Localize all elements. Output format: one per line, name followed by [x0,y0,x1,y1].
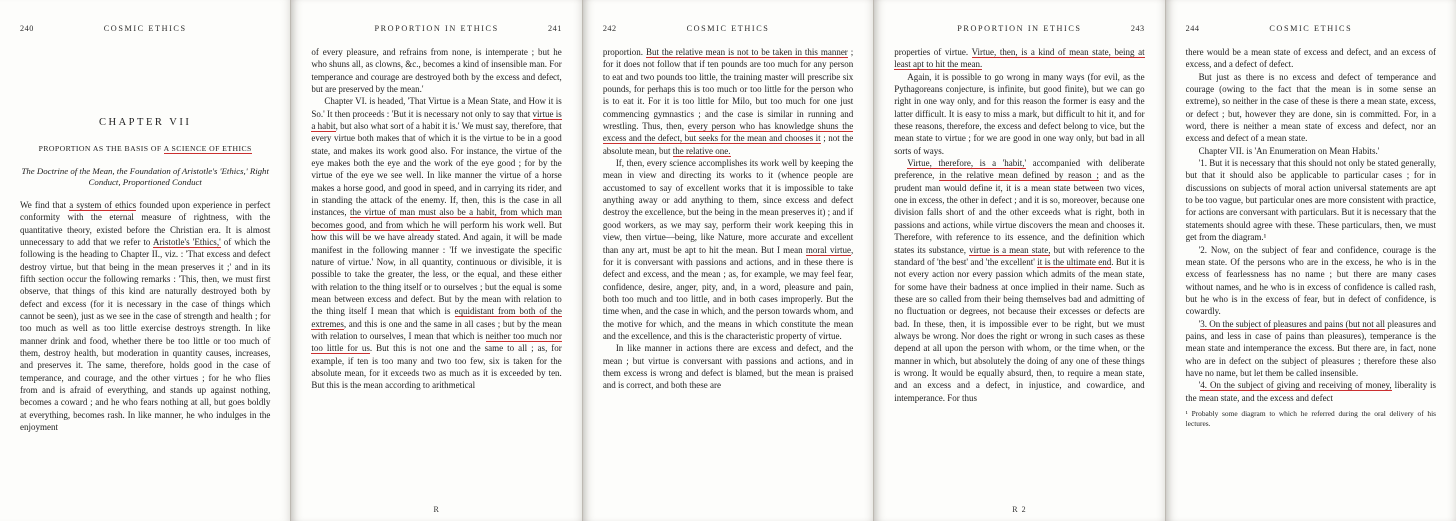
text-run: pleasures and pains, and less in case of pains than pleasures), temperance is the mean state and intemperance the excess. But there are, in fact, none who are in defect on the subject of pleasures ; therefore these also have no name, but let them be called insensible. [1185,318,1437,378]
red-underline-annotation: a system of ethics [69,199,137,210]
text-run: of every pleasure, and refrains from none, is intemperate ; but he who shuns all, as clowns, &c., becomes a kind of insensible man. For temperance and courage are destroyed both by the excess and defect, but are preserved by the mean.' [311,47,562,95]
running-title: COSMIC ETHICS [686,24,770,33]
paragraph [894,71,1144,157]
text-run: Chapter VI. is headed, 'That Virtue is a Mean State, and How it is So.' It then proceeds : 'But it is necessary not only to say that [311,96,562,119]
text-run: The Doctrine of the Mean, the Foundation of Aristotle's 'Ethics,' Right Conduct, Proportioned Conduct [21,165,269,188]
book-page-243 [873,0,1164,521]
page-header [1186,24,1436,33]
text-run: , for it is conversant with passions and actions, and in these there is defect and excess, and the mean ; as, for example, we may feel fear, confidence, desire, anger, pity, and, in a word, pleasure and pain, both too much and too little, and in both cases improperly. But the time when, and the case in which, and the person towards whom, and the motive for which, and the means in which constitute the mean and the excellence, and this is the characteristic property of virtue. [602,244,854,341]
text-run: , and this is one and the same in all cases ; but by the mean with relation to ourselves, I mean that which is [311,318,562,341]
paragraph [1186,71,1436,145]
page-body [894,46,1144,404]
text-run: . But it is not every action nor every passion which admits of the mean state, for some have their badness at once implied in their name. Such as these are so called from their being themselves bad and admitting of no fluctuation or degrees, not because their excesses or defects are bad. In these, then, it is impossible ever to be right, but we must always be wrong. Nor does the right or wrong in such cases as these depend at all upon the person with whom, or the time when, or the manner in which, but absolutely the doing of any one of these things is wrong. It would be equally absurd, then, to require a mean state, and an excess and a defect, in injustice, and cowardice, and intemperance. For thus [894,256,1145,403]
paragraph [311,95,561,391]
page-body [603,46,853,392]
paragraph [894,46,1144,71]
text-run: Again, it is possible to go wrong in many ways (for evil, as the Pythagoreans conjecture, is infinite, but good finite), but we can go right in one way only, and for this reason the former is easy and the latter difficult. It is easy to miss a mark, but difficult to hit it, and for these reasons, therefore, the excess and defect belong to vice, but the mean state to virtue ; for we are good in one way only, but bad in all sorts of ways. [894,71,1145,156]
paragraph [603,46,853,157]
text-run: ; not the absolute mean, but [602,133,854,156]
text-run: ' [1198,380,1201,391]
running-title: PROPORTION IN ETHICS [957,24,1082,33]
chapter-heading [20,117,270,129]
text-run: will perform his work well. But how this will be we have already stated. And again, it will be made manifest in the following manner : 'If we investigate the specific nature of virtue.' Now, in all quantity, continuous or divisible, it is possible to take the greater, the less, or the equal, and these either with relation to the thing itself or to ourselves ; but the equal is some mean between excess and defect. But by the mean with relation to the thing itself I mean that which is [311,219,562,317]
red-underline-annotation: But the relative mean is not to be taken in this manner [645,47,848,57]
text-run: proportion. [602,47,646,57]
paragraph [603,157,853,342]
red-underline-annotation: A SCIENCE OF ETHICS [163,144,252,154]
text-run: In like manner in actions there are excess and defect, and the mean ; but virtue is conversant with passions and actions, and in them excess is wrong and defect is blamed, but the mean is praised and is correct, and both these are [602,343,854,391]
book-page-242 [582,0,873,521]
paragraph [1186,318,1436,380]
text-run: But just as there is no excess and defect of temperance and courage (owing to the fact that the mean is in some sense an extreme), so neither in the case of these is there a mean state, excess, or defect ; but, however they are done, sin is committed. For, in a word, there is neither a mean state of excess and defect, nor an excess and defect of a mean state. [1185,71,1437,144]
paragraph [1186,379,1436,404]
page-header [20,24,270,33]
running-title: PROPORTION IN ETHICS [374,24,499,33]
book-page-244 [1165,0,1456,521]
text-run: of which the following is the heading to Chapter II., viz. : 'That excess and defect destroy virtue, but that being in the mean preserves it ;' and in its fifth section occur the following remarks : 'This, then, we must first observe, that things of this kind are naturally destroyed both by defect and excess (for it is necessary in the case of things which cannot be seen), just as we see in the case of strength and health ; for too much as well as too little exercise destroys strength. In like manner drink and food, whether there be too little or too much of them, destroy health, but moderation in quantity causes, increases, and preserves it. The same, therefore, holds good in the case of temperance, and courage, and the other virtues ; for he who flies from and is afraid of everything, and stands up against nothing, becomes a coward ; and he who fears nothing at all, but goes boldly at everything, becomes rash. In like manner, he who indulges in the enjoyment [20,236,271,433]
signature-mark: R [433,505,440,514]
text-run: ' [1198,318,1201,329]
section-heading [20,143,270,155]
red-underline-annotation: every person who has knowledge shuns the excess and the defect, but seeks for the mean and chooses it [602,121,854,144]
red-underline-annotation: 3. On the subject of pleasures and pains (but not all [1200,318,1386,329]
paragraph [311,46,561,95]
paragraph [1186,46,1436,71]
text-run: If, then, every science accomplishes its work well by keeping the mean in view and directing its works to it (whence people are accustomed to say of excellent works that it is impossible to take anything away or add anything to them, since excess and defect destroy the excellence, but the being in the mean preserves it) ; and if good workers, as we may say, perform their work keeping this in view, then virtue—being, like Nature, more accurate and excellent than any art, must be apt to hit the mean. But I mean [602,158,854,255]
text-run: , but also what sort of a habit it is.' We must say, therefore, that every virtue both makes that of which it is the virtue to be in a good state, and makes its work good also. For instance, the virtue of the eye makes both the eye and the work of the eye good ; for by the virtue of the eye we see well. In like manner the virtue of a horse makes a horse good, and good in speed, and in carrying its rider, and in standing the attack of the enemy. If, then, this is the case in all instances, [311,121,562,218]
page-header [311,24,561,33]
red-underline-annotation: the virtue of man must also be a habit, from which man becomes good, and from which he [311,207,562,230]
page-number: 244 [1185,24,1200,33]
page-body [311,46,561,392]
paragraph [1186,157,1436,243]
paragraph [894,157,1144,404]
red-underline-annotation: Aristotle's 'Ethics,' [153,236,221,247]
paragraph [603,342,853,391]
page-header [603,24,853,33]
red-underline-annotation: it is the ultimate end [1037,256,1112,267]
paragraph [1186,244,1436,318]
page-body [20,117,270,433]
text-run: We find that [20,199,70,210]
text-run: founded upon experience in perfect conformity with the eternal measure of rightness, with the quantitative theory, existed before the Christian era. It is almost unnecessary to add that we refer to [20,199,271,247]
footnote [1186,409,1436,428]
text-run: but with reference to the standard of 'the best' and 'the excellent' [894,244,1145,267]
text-run: Chapter VII. is 'An Enumeration on Mean Habits.' [1198,145,1380,156]
page-header [894,24,1144,33]
text-run: ¹ Probably some diagram to which he referred during the oral delivery of his lectures. [1185,408,1437,428]
text-run: and as the prudent man would define it, it is a mean state between two vices, one in excess, the other in defect ; and it is so, moreover, because one division falls short of and the other exceeds what is right, both in passions and actions, while virtue discovers the mean and chooses it. Therefore, with reference to its essence, and the definition which states its substance, [894,170,1145,255]
red-underline-annotation: virtue is a mean state, [969,244,1051,255]
red-underline-annotation: neither too much nor too little for us [311,330,562,354]
text-run: there would be a mean state of excess and defect, and an excess of excess, and a defect of defect. [1185,47,1437,70]
book-page-241 [290,0,581,521]
running-title: COSMIC ETHICS [1269,24,1353,33]
red-underline-annotation: moral virtue [805,244,851,255]
page-body [1186,46,1436,428]
signature-mark: R 2 [1012,505,1027,514]
red-underline-annotation: Virtue, therefore, is a 'habit,' [907,158,1027,169]
page-number: 240 [20,24,34,33]
text-run: '1. But it is necessary that this should not only be stated generally, but that it should also be applicable to particular cases ; for in discussions on subjects of moral action universal statements are apt to be too vague, but particular ones are more consistent with practice, for actions are conversant with particulars. But it is necessary that the statements should agree with these. These particulars, then, we must get from the diagram.¹ [1185,158,1437,243]
page-number: 243 [1130,24,1145,33]
red-underline-annotation: in the relative mean defined by reason ; [939,170,1099,181]
text-run: properties of virtue. [894,47,972,57]
paragraph [20,199,270,434]
red-underline-annotation: Virtue, then, is a kind of mean state, being at least apt to hit the mean. [894,47,1145,70]
text-run: accompanied with deliberate preference, [894,158,1145,181]
red-underline-annotation: equidistant from both of the extremes [311,306,562,329]
text-run: PROPORTION AS THE BASIS OF [38,144,164,154]
red-underline-annotation: virtue is a habit [311,108,562,132]
red-underline-annotation: the relative one. [672,145,731,156]
page-number: 242 [602,24,617,33]
text-run: liberality is the mean state, and the excess and defect [1185,380,1437,403]
page-number: 241 [548,24,562,33]
text-run: ; for it does not follow that if ten pounds are too much for any person to eat and two pounds too little, the training master will prescribe six pounds, for perhaps this is too much or too little for the person who is to eat it. For it is too little for Milo, but too much for one just commencing gymnastics ; and the case is similar in running and wrestling. Thus, then, [602,47,854,132]
book-page-240 [0,0,290,521]
text-run: CHAPTER VII [99,117,192,128]
text-run: '2. Now, on the subject of fear and confidence, courage is the mean state. Of the persons who are in the excess, he who is in the excess of fearlessness has no name ; but there are many cases without names, and he who is in excess of confidence is called rash, but he who is in the excess of fear, but in defect of confidence, is cowardly. [1185,244,1437,317]
red-underline-annotation: 4. On the subject of giving and receiving of money, [1200,380,1392,391]
running-title: COSMIC ETHICS [103,24,187,33]
text-run: . But this is not one and the same to all ; as, for example, if ten is too many and two too few, six is taken for the absolute mean, for it exceeds two as much as it is exceeded by ten. But this is the mean according to arithmetical [311,343,562,391]
paragraph [1186,145,1436,157]
chapter-subtitle [20,166,270,189]
